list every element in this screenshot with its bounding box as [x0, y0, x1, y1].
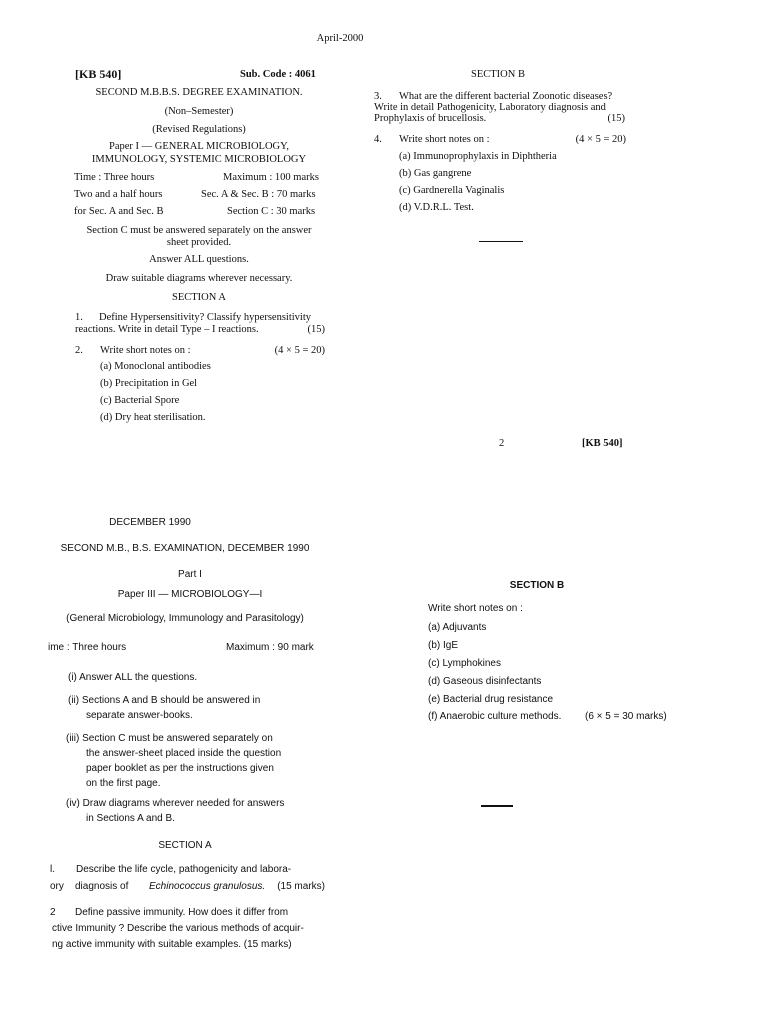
list-item: (c) Bacterial Spore [100, 395, 180, 406]
q3-number: 3. [374, 91, 382, 102]
exam-date-1990: DECEMBER 1990 [109, 517, 191, 528]
list-item: (a) Adjuvants [428, 622, 487, 633]
revised-regulations: (Revised Regulations) [152, 124, 246, 135]
instruction-ii-cont: separate answer-books. [86, 710, 193, 721]
two-half-hours: Two and a half hours [74, 189, 163, 200]
instruction-line4: Draw suitable diagrams wherever necessary. [105, 273, 293, 284]
non-semester: (Non–Semester) [164, 106, 234, 117]
q4-number: 4. [374, 134, 382, 145]
q3-line3: Prophylaxis of brucellosis. [374, 113, 487, 124]
section-a-heading: SECTION A [172, 292, 226, 303]
q1-line1: Define Hypersensitivity? Classify hypersensitivity [99, 312, 312, 323]
section-a-heading-1990: SECTION A [158, 840, 212, 851]
list-item: (b) Gas gangrene [399, 168, 472, 179]
end-divider-1990 [481, 805, 513, 807]
instruction-iv: (iv) Draw diagrams wherever needed for answers [66, 798, 285, 809]
instruction-line3: Answer ALL questions. [149, 254, 249, 265]
q1-marks-1990: (15 marks) [277, 881, 325, 892]
section-b-heading-1990: SECTION B [509, 580, 565, 591]
paper-title-1990: Paper III — MICROBIOLOGY—I [117, 589, 263, 600]
exam-title-1990: SECOND M.B., B.S. EXAMINATION, DECEMBER 1990 [60, 543, 310, 554]
q4-text: Write short notes on : [399, 134, 490, 145]
list-item: (d) Gaseous disinfectants [428, 676, 542, 687]
list-item: (b) Precipitation in Gel [100, 378, 198, 389]
q2-number: 2. [75, 345, 83, 356]
paper-code: [KB 540] [75, 67, 122, 81]
instruction-iii: (iii) Section C must be answered separately on [66, 733, 273, 744]
instruction-iii-cont: on the first page. [86, 778, 161, 789]
q4-marks: (4 × 5 = 20) [575, 134, 626, 145]
part-label: Part I [178, 569, 202, 580]
paper-subtitle-1990: (General Microbiology, Immunology and Parasitology) [66, 613, 304, 624]
q1-line2-1990: diagnosis of [75, 881, 129, 892]
time-label-1990: ime : Three hours [48, 642, 127, 653]
q2-line2-1990: ctive Immunity ? Describe the various methods of acquir- [52, 923, 304, 934]
list-item: (c) Gardnerella Vaginalis [399, 185, 505, 196]
footer-code: [KB 540] [582, 438, 623, 449]
section-b-heading: SECTION B [471, 69, 525, 80]
q2-number-1990: 2 [50, 907, 56, 918]
list-item: (b) IgE [428, 640, 459, 651]
q3-line2: Write in detail Pathogenicity, Laboratory diagnosis and [374, 102, 606, 113]
short-notes-intro: Write short notes on : [428, 603, 523, 614]
short-notes-marks: (6 × 5 = 30 marks) [585, 711, 667, 722]
q2-text: Write short notes on : [100, 345, 191, 356]
end-divider [479, 241, 523, 242]
list-item: (a) Monoclonal antibodies [100, 361, 211, 372]
list-item: (d) V.D.R.L. Test. [399, 202, 474, 213]
instruction-ii: (ii) Sections A and B should be answered in [68, 695, 261, 706]
max-marks-1990: Maximum : 90 mark [226, 642, 314, 653]
q1-number: 1. [75, 312, 83, 323]
for-sec-ab: for Sec. A and Sec. B [74, 206, 164, 217]
exam-title: SECOND M.B.B.S. DEGREE EXAMINATION. [95, 87, 303, 98]
q1-number-1990: l. [50, 864, 55, 875]
sub-code: Sub. Code : 4061 [240, 69, 316, 80]
q1-marks: (15) [307, 324, 325, 335]
list-item: (d) Dry heat sterilisation. [100, 412, 206, 423]
q1-organism: Echinococcus granulosus. [149, 881, 266, 892]
list-item: (e) Bacterial drug resistance [428, 694, 554, 705]
instruction-iii-cont: paper booklet as per the instructions given [86, 763, 274, 774]
time-label: Time : Three hours [74, 172, 155, 183]
sec-ab-marks: Sec. A & Sec. B : 70 marks [201, 189, 316, 200]
q3-line1: What are the different bacterial Zoonotic diseases? [399, 91, 613, 102]
instruction-i: (i) Answer ALL the questions. [68, 672, 198, 683]
paper-title-line2: IMMUNOLOGY, SYSTEMIC MICROBIOLOGY [91, 154, 307, 165]
instruction-line2: sheet provided. [166, 237, 232, 248]
q2-marks: (4 × 5 = 20) [274, 345, 325, 356]
q2-line3-1990: ng active immunity with suitable examples. (15 marks) [52, 939, 292, 950]
q1-prefix-1990: ory [50, 881, 64, 892]
list-item: (a) Immunoprophylaxis in Diphtheria [399, 151, 557, 162]
q1-line2: reactions. Write in detail Type – I reactions. [75, 324, 259, 335]
q2-line1-1990: Define passive immunity. How does it differ from [75, 907, 289, 918]
q3-marks: (15) [607, 113, 625, 124]
paper-title-line1: Paper I — GENERAL MICROBIOLOGY, [109, 141, 289, 152]
max-marks: Maximum : 100 marks [223, 172, 319, 183]
q1-line1-1990: Describe the life cycle, pathogenicity and labora- [76, 864, 292, 875]
list-item: (c) Lymphokines [428, 658, 501, 669]
instruction-line1: Section C must be answered separately on the answer [86, 225, 312, 236]
sec-c-marks: Section C : 30 marks [227, 206, 316, 217]
instruction-iii-cont: the answer-sheet placed inside the question [86, 748, 282, 759]
instruction-iv-cont: in Sections A and B. [86, 813, 175, 824]
page-number: 2 [499, 438, 505, 449]
list-item: (f) Anaerobic culture methods. [428, 711, 562, 722]
exam-date: April-2000 [316, 33, 364, 44]
